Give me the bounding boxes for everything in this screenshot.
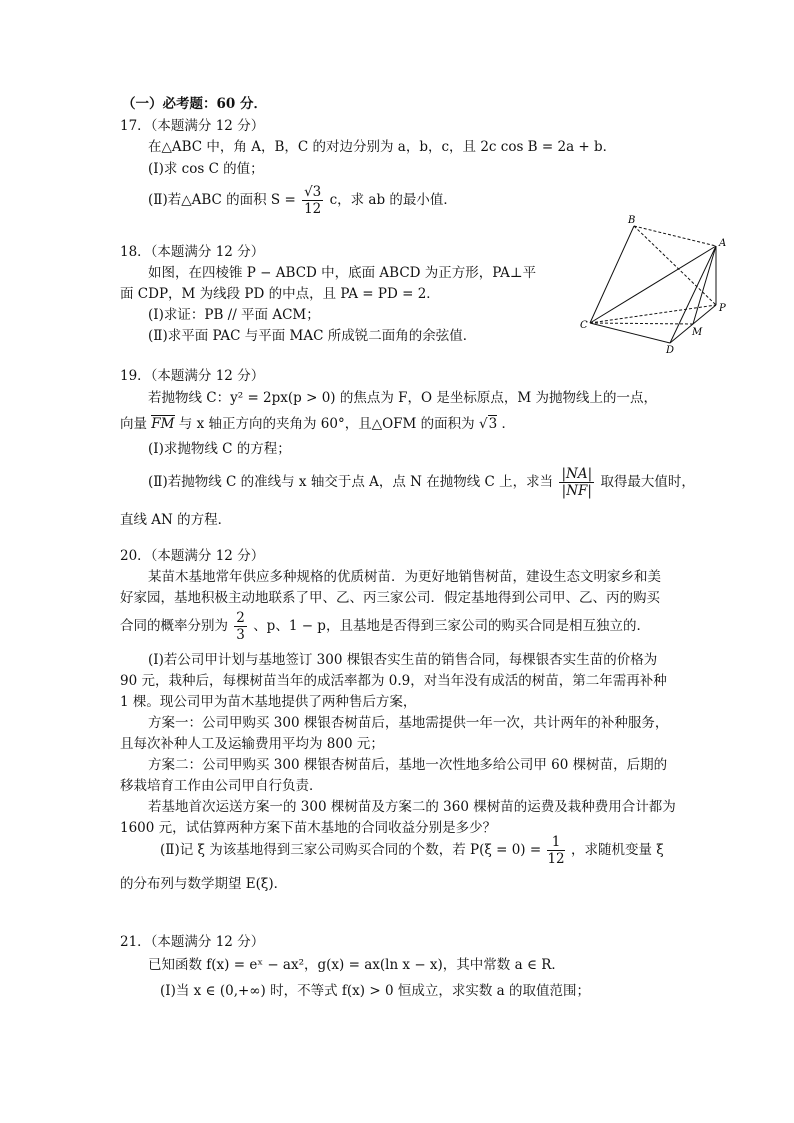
q20-line-1: 某苗木基地常年供应多种规格的优质树苗．为更好地销售树苗，建设生态文明家乡和美 [148,569,661,585]
edge-cm [590,323,693,324]
q20-line-11: 若基地首次运送方案一的 300 棵树苗及方案二的 360 棵树苗的运费及栽种费用合计都为 [148,799,676,815]
q20-line-13-a: (Ⅱ)记 ξ 为该基地得到三家公司购买合同的个数，若 P(ξ = 0) = [160,842,542,858]
q19-line-1: 若抛物线 C：y² = 2px(p > 0) 的焦点为 F，O 是坐标原点，M 为抛物线上的一点， [148,390,657,406]
label-c: C [580,320,588,331]
q20-fraction-den: 3 [236,627,245,643]
edge-bp [634,226,716,305]
label-a: A [719,238,727,249]
q20-line-13 [160,830,664,870]
q17-part-2-text-a: (Ⅱ)若△ABC 的面积 S = [148,192,296,208]
q20-line-8: 且每次补种人工及运输费用平均为 800 元； [120,736,384,752]
q19-sqrt-sign: √ [478,416,488,432]
q18-line-1: 如图，在四棱锥 P − ABCD 中，底面 ABCD 为正方形，PA⊥平 [148,265,537,281]
q17-fraction [302,184,323,217]
q19-part-2-a: (Ⅱ)若抛物线 C 的准线与 x 轴交于点 A，点 N 在抛物线 C 上，求当 [148,474,554,490]
label-m: M [692,327,703,338]
q17-part-2 [148,180,457,220]
q18-part-2: (Ⅱ)求平面 PAC 与平面 MAC 所成锐二面角的余弦值． [148,328,477,344]
q17-part-1: (Ⅰ)求 cos C 的值； [148,161,264,177]
q19-part-2-b: 取得最大值时， [600,474,695,490]
q17-fraction-den: 12 [304,201,322,217]
edge-cd [590,323,670,343]
q21-line-1: 已知函数 f(x) = eˣ − ax²，g(x) = ax(ln x − x)，其中常数 a ∈ R． [148,957,565,973]
q19-fraction [559,466,594,499]
q18-part-1: (Ⅰ)求证：PB // 平面 ACM； [148,307,320,323]
q21-heading: 21．（本题满分 12 分） [120,934,265,950]
q17-heading: 17．（本题满分 12 分） [120,118,265,134]
edge-ba [634,226,716,246]
q19-part-2 [148,462,695,502]
q19-heading: 19．（本题满分 12 分） [120,368,265,384]
q20-prob-fraction [547,834,564,867]
edge-bc [590,226,634,323]
q20-line-12: 1600 元，试估算两种方案下苗木基地的合同收益分别是多少？ [120,820,497,836]
q19-vector-fm: FM [151,416,175,432]
q20-prob-den: 12 [547,851,565,867]
q19-line-2-a: 向量 [120,416,147,432]
q20-line-5: 90 元，栽种后，每棵树苗当年的成活率都为 0.9，对当年没有成活的树苗，第二年需再补种 [120,673,667,689]
q20-line-3-a: 合同的概率分别为 [120,618,228,634]
q20-line-10: 移栽培育工作由公司甲自行负责． [120,778,323,794]
q20-line-3-b: 、p、1 − p，且基地是否得到三家公司的购买合同是相互独立的． [253,618,650,634]
q19-line-5: 直线 AN 的方程． [120,512,232,528]
q18-line-2: 面 CDP，M 为线段 PD 的中点，且 PA = PD = 2． [120,286,440,302]
q20-heading: 20．（本题满分 12 分） [120,548,265,564]
q20-line-13-b: ，求随机变量 ξ [570,842,664,858]
q20-line-2: 好家园，基地积极主动地联系了甲、乙、丙三家公司．假定基地得到公司甲、乙、丙的购买 [120,590,660,606]
q20-prob-num: 1 [547,834,564,851]
label-d: D [666,345,675,354]
q17-line-1: 在△ABC 中，角 A，B，C 的对边分别为 a，b，c，且 2c cos B = 2a + b． [148,139,617,155]
pyramid-figure [578,214,738,354]
q19-sqrt-value: 3 [488,416,498,432]
q19-line-2 [120,414,515,434]
q20-fraction-num: 2 [236,610,245,626]
q19-part-1: (Ⅰ)求抛物线 C 的方程； [148,441,291,457]
q21-part-1: (Ⅰ)当 x ∈ (0,+∞) 时，不等式 f(x) > 0 恒成立，求实数 a 的取值范围； [160,983,590,999]
q19-fraction-num: |NA| [561,466,593,482]
q20-line-14: 的分布列与数学期望 E(ξ)． [120,876,288,892]
q19-fraction-den: |NF| [561,483,592,499]
label-p: P [719,303,726,314]
label-b: B [628,215,636,226]
q20-line-7: 方案一：公司甲购买 300 棵银杏树苗后，基地需提供一年一次，共计两年的补种服务， [148,715,669,731]
q20-fraction [234,610,247,643]
q20-line-9: 方案二：公司甲购买 300 棵银杏树苗后，基地一次性地多给公司甲 60 棵树苗，后期的 [148,757,668,773]
q18-heading: 18．（本题满分 12 分） [120,244,265,260]
section-header: （一）必考题：60 分． [122,96,267,112]
q20-line-3 [120,606,650,646]
q20-line-6: 1 棵。现公司甲为苗木基地提供了两种售后方案， [120,694,417,710]
q17-fraction-num: √3 [304,184,322,200]
q19-line-2-b: 与 x 轴正方向的夹角为 60°，且△OFM 的面积为 [178,416,475,432]
q19-line-2-c: ． [501,416,515,432]
q17-part-2-text-b: c，求 ab 的最小值． [329,192,457,208]
q20-line-4: (Ⅰ)若公司甲计划与基地签订 300 棵银杏实生苗的销售合同，每棵银杏实生苗的价格为 [148,652,658,668]
